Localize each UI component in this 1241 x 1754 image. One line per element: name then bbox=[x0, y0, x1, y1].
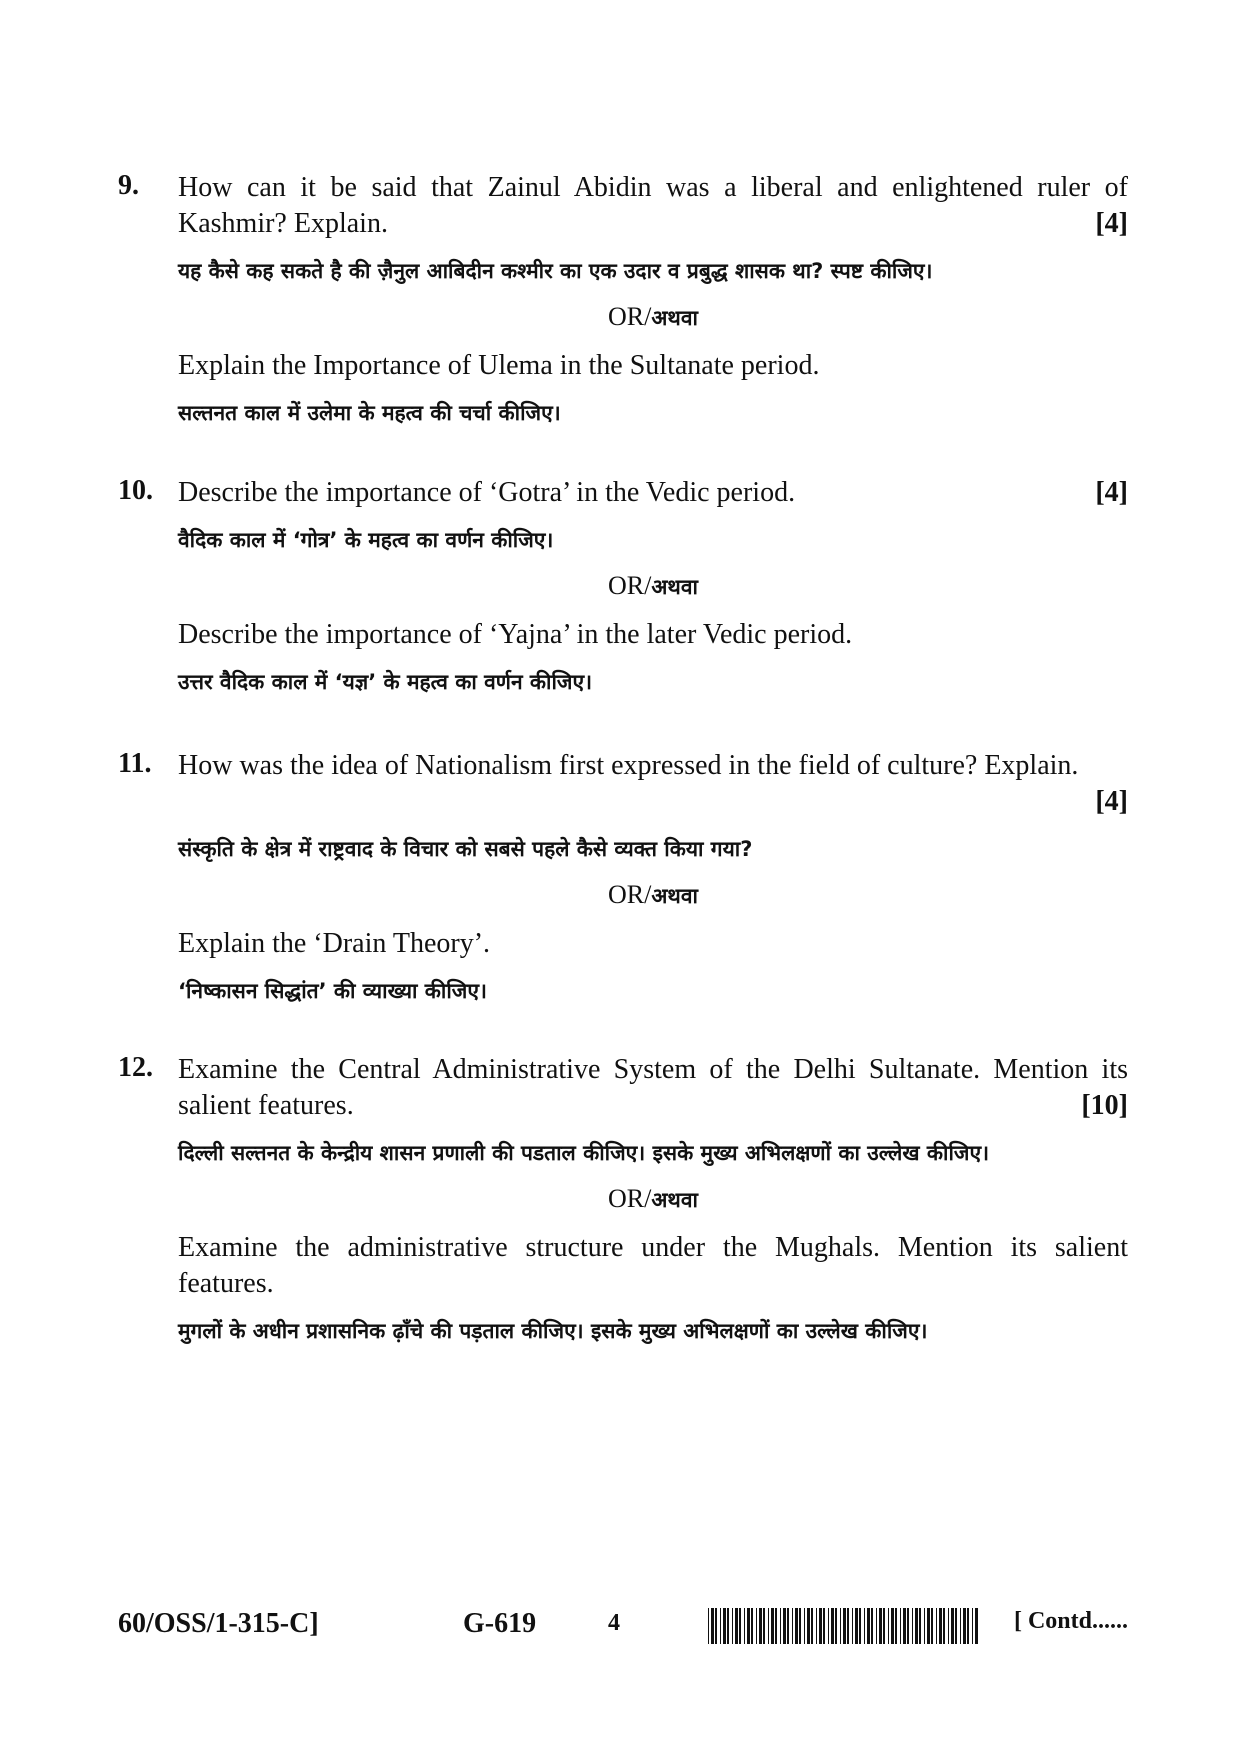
alternate-question-en: Describe the importance of ‘Yajna’ in the later Vedic period. bbox=[178, 619, 853, 650]
question-text-hi: संस्कृति के क्षेत्र में राष्ट्रवाद के विचार को सबसे पहले कैसे व्यक्त किया गया? bbox=[178, 837, 753, 861]
question-12 bbox=[118, 1052, 1128, 1346]
or-divider: OR/अथवा bbox=[608, 571, 698, 600]
marks: [4] bbox=[1095, 208, 1128, 239]
question-number: 12. bbox=[118, 1052, 153, 1083]
question-text-en: Examine the Central Administrative System of the Delhi Sultanate. Mention its salient features. [10] bbox=[178, 1052, 1128, 1124]
alternate-question-en: Explain the ‘Drain Theory’. bbox=[178, 928, 491, 959]
alternate-question-hi: मुगलों के अधीन प्रशासनिक ढ़ाँचे की पड़ताल कीजिए। इसके मुख्य अभिलक्षणों का उल्लेख कीजिए। bbox=[178, 1319, 928, 1343]
question-text-hi: दिल्ली सल्तनत के केन्द्रीय शासन प्रणाली की पडताल कीजिए। इसके मुख्य अभिलक्षणों का उल्लेख कीजिए। bbox=[178, 1141, 990, 1165]
or-divider: OR/अथवा bbox=[608, 880, 698, 909]
or-divider: OR/अथवा bbox=[608, 302, 698, 331]
question-number: 10. bbox=[118, 475, 153, 506]
question-number: 11. bbox=[118, 748, 152, 779]
page-footer bbox=[118, 1608, 1128, 1648]
question-text-hi: यह कैसे कह सकते है की ज़ैनुल आबिदीन कश्मीर का एक उदार व प्रबुद्ध शासक था? स्पष्ट कीजिए। bbox=[178, 259, 933, 283]
continued-label: [ Contd...... bbox=[1013, 1608, 1128, 1634]
or-divider: OR/अथवा bbox=[608, 1184, 698, 1213]
alternate-question-hi: उत्तर वैदिक काल में ‘यज्ञ’ के महत्व का वर्णन कीजिए। bbox=[178, 670, 593, 694]
question-text-en: How can it be said that Zainul Abidin was a liberal and enlightened ruler of Kashmir? Explain. [4] bbox=[178, 170, 1128, 242]
question-11 bbox=[118, 748, 1128, 1006]
barcode-icon bbox=[708, 1608, 978, 1644]
question-number: 9. bbox=[118, 170, 139, 201]
question-10 bbox=[118, 475, 1128, 697]
question-text-en: How was the idea of Nationalism first expressed in the field of culture? Explain. bbox=[178, 750, 1079, 781]
alternate-question-hi: ‘निष्कासन सिद्धांत’ की व्याख्या कीजिए। bbox=[178, 979, 487, 1003]
alternate-question-hi: सल्तनत काल में उलेमा के महत्व की चर्चा कीजिए। bbox=[178, 401, 561, 425]
question-text-en: Describe the importance of ‘Gotra’ in the Vedic period. [4] bbox=[178, 475, 1128, 511]
page-number: 4 bbox=[608, 1610, 620, 1636]
question-9 bbox=[118, 170, 1128, 428]
paper-code: 60/OSS/1-315-C] bbox=[118, 1608, 319, 1639]
question-text-hi: वैदिक काल में ‘गोत्र’ के महत्व का वर्णन कीजिए। bbox=[178, 528, 554, 552]
alternate-question-en: Examine the administrative structure under the Mughals. Mention its salient features. bbox=[178, 1232, 1128, 1299]
marks: [4] bbox=[1095, 477, 1128, 508]
alternate-question-en: Explain the Importance of Ulema in the Sultanate period. bbox=[178, 350, 820, 381]
marks: [4] bbox=[1095, 786, 1128, 817]
marks: [10] bbox=[1081, 1090, 1128, 1121]
series-code: G-619 bbox=[463, 1608, 537, 1639]
